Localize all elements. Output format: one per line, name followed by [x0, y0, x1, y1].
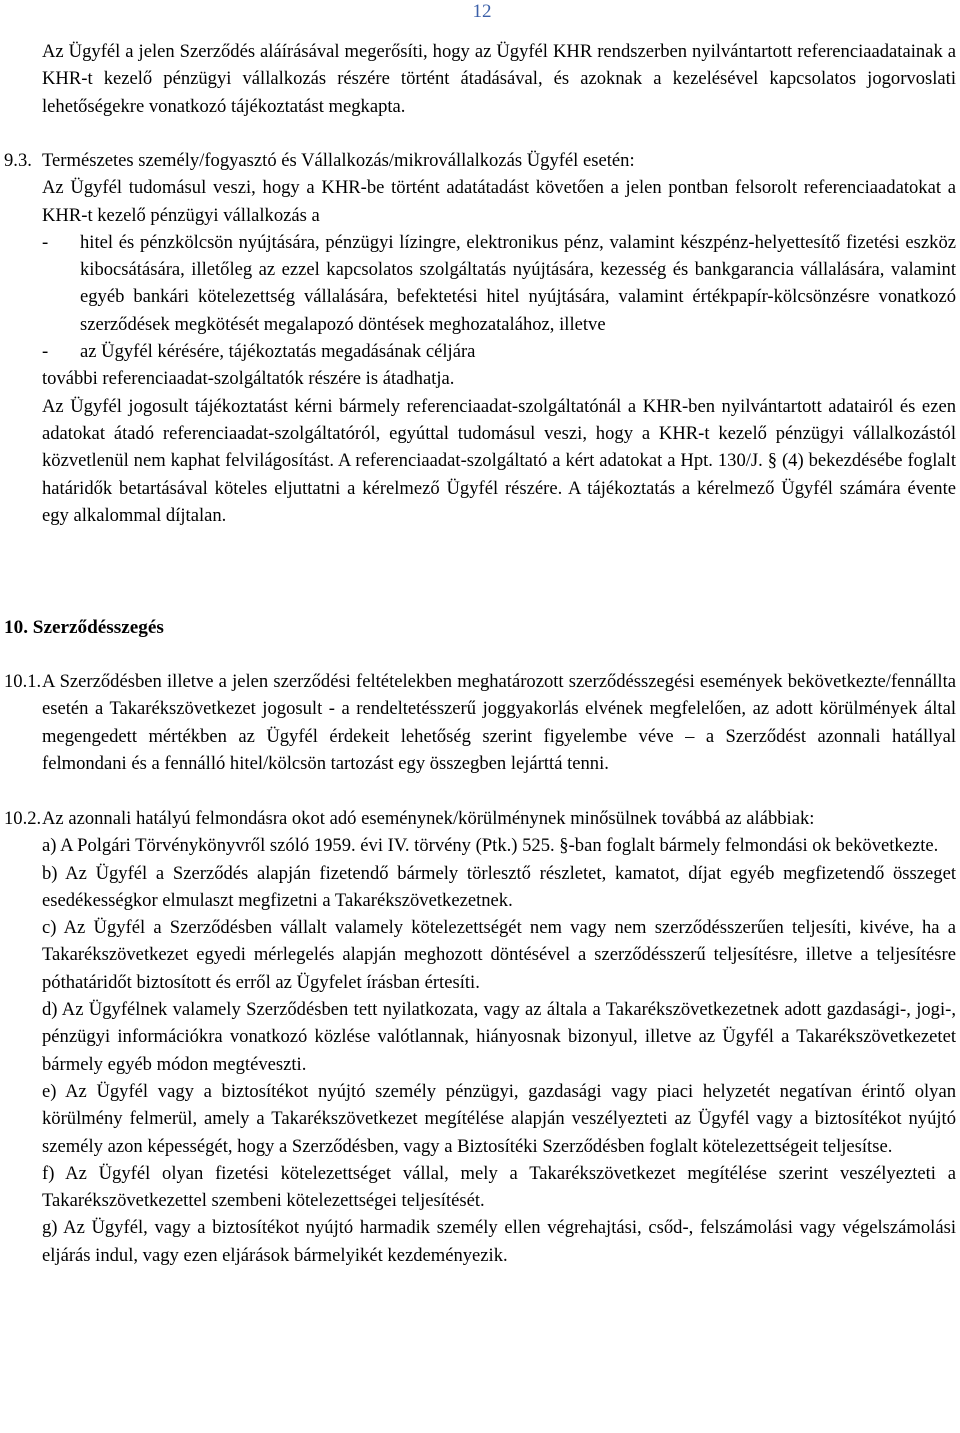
list-item: g) Az Ügyfél, vagy a biztosítékot nyújtó harmadik személy ellen végrehajtási, csőd-, felszámolási vagy végelszámolási eljárás indul, vagy ezen eljárások bármelyikét kezdeményezik. — [42, 1217, 956, 1266]
page-number: 12 — [472, 1, 492, 22]
section-10-2: 10.2. Az azonnali hatályú felmondásra okot adó eseménynek/körülménynek minősülnek továbbá az alábbiak: a) A Polgári Törvénykönyvről szóló 1959. évi IV. törvény (Ptk.) 525. §-ban foglalt bármely felmondási ok bekövetkezte. b) Az Ügyfél a Szerződés alapján fizetendő bármely törlesztő részletet, kamatot, díjat egyéb megfizetendő összeget esedékességkor elmulaszt megfizetni a Takarékszövetkezetnek. c) Az Ügyfél a Szerződésben vállalt valamely kötelezettségét nem vagy nem szerződésszerűen teljesíti, kivéve, ha a Takarékszövetkezet egyedi mérlegelés alapján meghozott döntésével a szerződésszerű teljesítésre, illetve a teljesítésre póthatáridőt biztosított és erről az Ügyfelet írásban értesíti. d) Az Ügyfélnek valamely Szerződésben tett nyilatkozata, vagy az általa a Takarékszövetkezetnek adott gazdasági-, jogi-, pénzügyi információkra vonatkozó közlése valótlannak, hiányosnak bizonyul, illetve az Ügyfél a Takarékszövetkezetet bármely egyéb módon megtéveszti. e) Az Ügyfél vagy a biztosítékot nyújtó személy pénzügyi, gazdasági vagy piaci helyzetét negatívan érintő olyan körülmény felmerül, amely a Takarékszövetkezet megítélése alapján veszélyezteti az Ügyfél vagy a biztosítékot nyújtó személy azon képességét, hogy a Szerződésben, vagy a Biztosítéki Szerződésben foglalt kötelezettségeit teljesítse. f) Az Ügyfél olyan fizetési kötelezettséget vállal, mely a Takarékszövetkezet megítélése szerint veszélyezteti a Takarékszövetkezettel szembeni kötelezettségei teljesítését. g) Az Ügyfél, vagy a biztosítékot nyújtó harmadik személy ellen végrehajtási, csőd-, felszámolási vagy végelszámolási eljárás indul, vagy ezen eljárások bármelyikét kezdeményezik. — [4, 805, 956, 1269]
section-9-3 — [4, 147, 956, 529]
list-item: - hitel és pénzkölcsön nyújtására, pénzügyi lízingre, elektronikus pénz, valamint készpénz-helyettesítő fizetési eszköz kibocsátására, illetőleg az ezzel kapcsolatos szolgáltatás nyújtására, kezesség és bankgarancia vállalására, valamint egyéb bankári kötelezettség vállalására, befektetési hitel nyújtására, valamint értékpapír-kölcsönzésre vonatkozó szerződések megkötését megalapozó döntések meghozatalához, illetve — [42, 231, 956, 335]
list-item: d) Az Ügyfélnek valamely Szerződésben tett nyilatkozata, vagy az általa a Takarékszövetkezetnek adott gazdasági-, jogi-, pénzügyi információkra vonatkozó közlése valótlannak, hiányosnak bizonyul, illetve az Ügyfél a Takarékszövetkezetet bármely egyéb módon megtéveszti. — [42, 999, 956, 1075]
list-item: e) Az Ügyfél vagy a biztosítékot nyújtó személy pénzügyi, gazdasági vagy piaci helyzetét negatívan érintő olyan körülmény felmerül, amely a Takarékszövetkezet megítélése alapján veszélyezteti az Ügyfél vagy a biztosítékot nyújtó személy azon képességét, hogy a Szerződésben, vagy a Biztosítéki Szerződésben foglalt kötelezettségeit teljesítse. — [42, 1080, 956, 1157]
section-number: 10.1. — [4, 671, 42, 692]
paragraph: további referenciaadat-szolgáltatók részére is átadhatja. — [42, 368, 455, 390]
section-10-1: 10.1. A Szerződésben illetve a jelen szerződési feltételekben meghatározott szerződésszegési események bekövetkezte/fennállta esetén a Takarékszövetkezet jogosult - a rendeltetésszerű joggyakorlás elvének megfelelően, az adott körülmények által megengedett mértékben az Ügyfél érdekeit lehetőség szerint figyelembe véve – a Szerződést azonnali hatállyal felmondani és a fennálló hitel/kölcsön tartozást egy összegben lejárttá tenni. — [4, 668, 956, 777]
list-item: f) Az Ügyfél olyan fizetési kötelezettséget vállal, mely a Takarékszövetkezet megítélése szerint veszélyezteti a Takarékszövetkezettel szembeni kötelezettségei teljesítését. — [42, 1162, 956, 1212]
paragraph: Az Ügyfél jogosult tájékoztatást kérni bármely referenciaadat-szolgáltatónál a KHR-ben nyilvántartott adatairól és ezen adatokat átadó referenciaadat-szolgáltatóról, egyúttal tudomásul veszi, hogy a KHR-t kezelő pénzügyi vállalkozástól közvetlenül nem kaphat felvilágosítást. A referenciaadat-szolgáltató a kért adatokat a Hpt. 130/J. § (4) bekezdésébe foglalt határidők betartásával köteles eljuttatni a kérelmező Ügyfél részére. A tájékoztatás a kérelmező Ügyfél számára évente egy alkalommal díjtalan. — [42, 395, 956, 526]
section-heading: 10. Szerződésszegés — [4, 617, 164, 638]
list-item: b) Az Ügyfél a Szerződés alapján fizetendő bármely törlesztő részletet, kamatot, díjat egyéb megfizetendő összeget esedékességkor elmulaszt megfizetni a Takarékszövetkezetnek. — [42, 862, 956, 911]
list-item: c) Az Ügyfél a Szerződésben vállalt valamely kötelezettségét nem vagy nem szerződésszerűen teljesíti, kivéve, ha a Takarékszövetkezet egyedi mérlegelés alapján meghozott döntésével a szerződésszerű teljesítésre, illetve a teljesítésre póthatáridőt biztosított és erről az Ügyfelet írásban értesíti. — [42, 917, 956, 993]
intro-paragraph: Az Ügyfél a jelen Szerződés aláírásával megerősíti, hogy az Ügyfél KHR rendszerben nyilvántartott referenciaadatainak a KHR-t kezelő pénzügyi vállalkozás részére történt átadásával, és azoknak a kezelésével kapcsolatos jogorvoslati lehetőségekre vonatkozó tájékoztatást megkapta. — [42, 41, 956, 117]
list-item: a) A Polgári Törvénykönyvről szóló 1959. évi IV. törvény (Ptk.) 525. §-ban foglalt bármely felmondási ok bekövetkezte. — [42, 835, 939, 857]
section-title: Természetes személy/fogyasztó és Vállalkozás/mikrovállalkozás Ügyfél esetén: — [42, 150, 635, 171]
list-item: - az Ügyfél kérésére, tájékoztatás megadásának céljára — [42, 341, 476, 363]
section-number: 10.2. — [4, 808, 42, 829]
section-number: 9.3. — [4, 150, 32, 171]
paragraph: Az Ügyfél tudomásul veszi, hogy a KHR-be történt adatátadást követően a jelen pontban felsorolt referenciaadatokat a KHR-t kezelő pénzügyi vállalkozás a — [42, 177, 956, 226]
